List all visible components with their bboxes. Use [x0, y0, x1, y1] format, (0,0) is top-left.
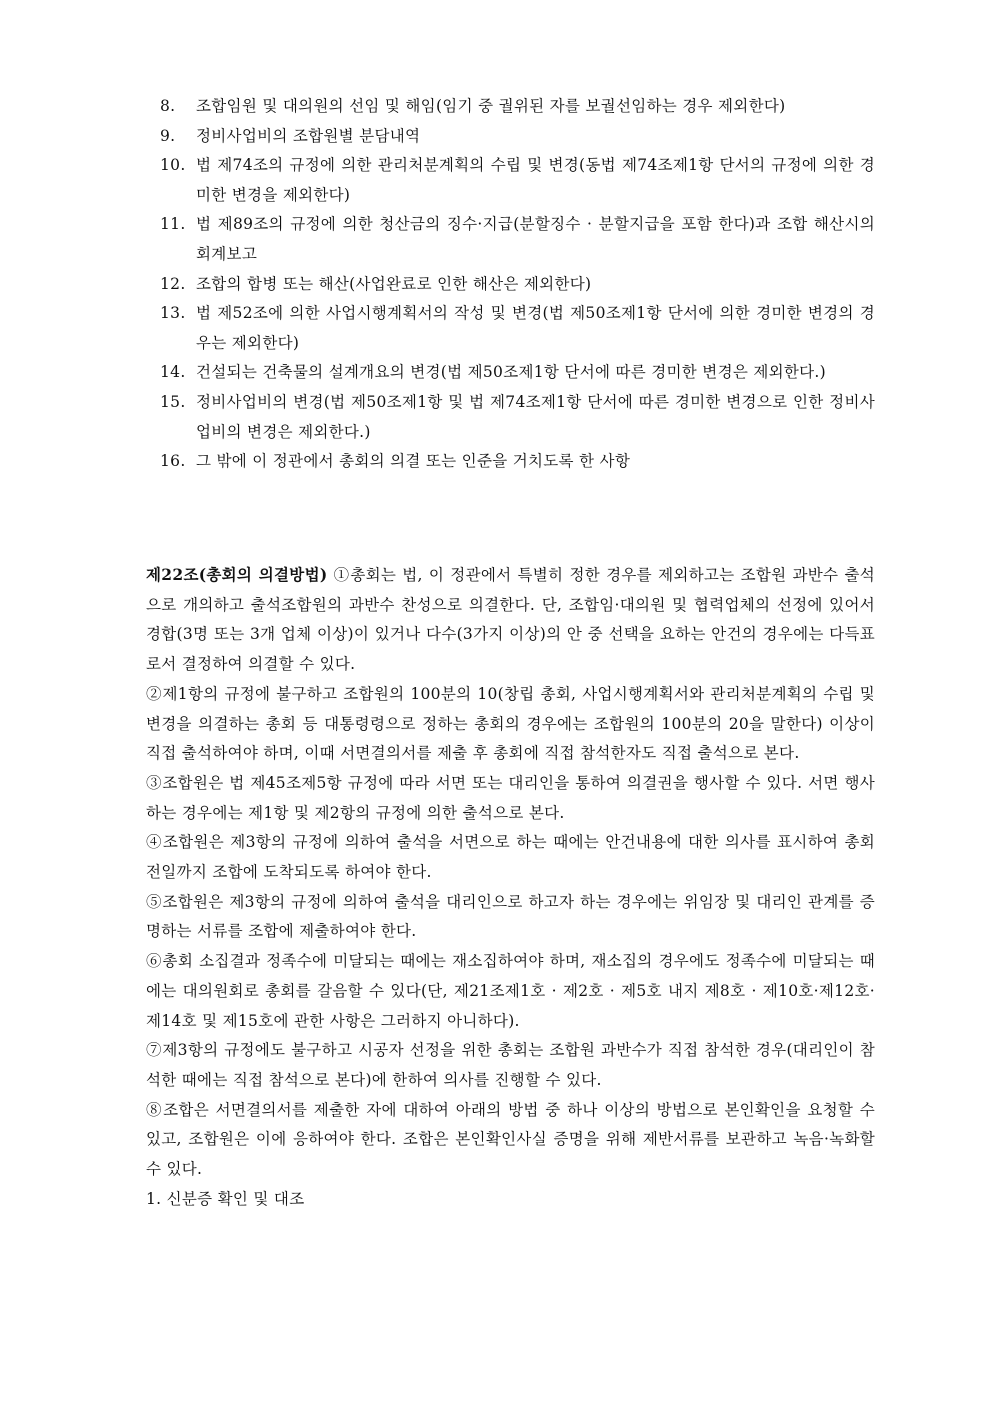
list-item — [160, 358, 875, 388]
item-number: 11. — [160, 215, 186, 234]
item-number: 14. — [160, 363, 186, 382]
list-item — [160, 92, 875, 122]
paragraph-6: ⑥총회 소집결과 정족수에 미달되는 때에는 재소집하여야 하며, 재소집의 경우에도 정족수에 미달되는 때에는 대의원회로 총회를 갈음할 수 있다(단, 제21조제1호 · 제2호 · 제5호 내지 제8호 · 제10호·제12호·제14호 및 제15호에 관한 사항은 그러하지 아니하다). — [146, 952, 875, 1030]
paragraph-2: ②제1항의 규정에 불구하고 조합원의 100분의 10(창립 총회, 사업시행계획서와 관리처분계획의 수립 및 변경을 의결하는 총회 등 대통령령으로 정하는 총회의 경우에는 조합원의 100분의 20을 말한다) 이상이 직접 출석하여야 하며, 이때 서면결의서를 제출 후 총회에 직접 참석한자도 직접 출석으로 본다. — [146, 684, 875, 763]
item-text: 법 제52조에 의한 사업시행계획서의 작성 및 변경(법 제50조제1항 단서에 의한 경미한 변경의 경우는 제외한다) — [196, 304, 875, 352]
article-heading: 제22조(총회의 의결방법) — [146, 565, 328, 584]
paragraph-3: ③조합원은 법 제45조제5항 규정에 따라 서면 또는 대리인을 통하여 의결권을 행사할 수 있다. 서면 행사하는 경우에는 제1항 및 제2항의 규정에 의한 출석으로 본다. — [146, 773, 875, 822]
paragraph-4: ④조합원은 제3항의 규정에 의하여 출석을 서면으로 하는 때에는 안건내용에 대한 의사를 표시하여 총회 전일까지 조합에 도착되도록 하여야 한다. — [146, 833, 875, 882]
paragraph-9: 1. 신분증 확인 및 대조 — [146, 1189, 305, 1208]
item-number: 9. — [160, 126, 176, 145]
item-number: 10. — [160, 156, 186, 175]
item-text: 조합임원 및 대의원의 선임 및 해임(임기 중 궐위된 자를 보궐선임하는 경우 제외한다) — [196, 97, 786, 115]
list-item — [160, 122, 875, 152]
item-number: 13. — [160, 304, 186, 323]
paragraph-1 — [146, 560, 875, 680]
paragraph-1-text: ①총회는 법, 이 정관에서 특별히 정한 경우를 제외하고는 조합원 과반수 출석으로 개의하고 출석조합원의 과반수 찬성으로 의결한다. 단, 조합임·대의원 및 협력업체의 선정에 있어서 경합(3명 또는 3개 업체 이상)이 있거나 다수(3가지 이상)의 안 중 선택을 요하는 안건의 경우에는 다득표로서 결정하여 의결할 수 있다. — [146, 566, 876, 674]
item-number: 16. — [160, 452, 186, 471]
article-22 — [146, 560, 875, 1214]
list-item — [160, 388, 875, 447]
item-number: 8. — [160, 97, 176, 115]
list-item — [160, 447, 875, 477]
item-text: 정비사업비의 변경(법 제50조제1항 및 법 제74조제1항 단서에 따른 경미한 변경으로 인한 정비사업비의 변경은 제외한다.) — [196, 392, 875, 441]
item-text: 법 제74조의 규정에 의한 관리처분계획의 수립 및 변경(동법 제74조제1항 단서의 규정에 의한 경미한 변경을 제외한다) — [196, 156, 875, 204]
list-item — [160, 210, 875, 269]
paragraph-8: ⑧조합은 서면결의서를 제출한 자에 대하여 아래의 방법 중 하나 이상의 방법으로 본인확인을 요청할 수 있고, 조합원은 이에 응하여야 한다. 조합은 본인확인사실 증명을 위해 제반서류를 보관하고 녹음·녹화할 수 있다. — [146, 1100, 875, 1179]
paragraph-5: ⑤조합원은 제3항의 규정에 의하여 출석을 대리인으로 하고자 하는 경우에는 위임장 및 대리인 관계를 증명하는 서류를 조합에 제출하여야 한다. — [146, 892, 875, 941]
item-number: 15. — [160, 392, 186, 411]
paragraph-7: ⑦제3항의 규정에도 불구하고 시공자 선정을 위한 총회는 조합원 과반수가 직접 참석한 경우(대리인이 참석한 때에는 직접 참석으로 본다)에 한하여 의사를 진행할 수 있다. — [146, 1041, 875, 1089]
item-text: 정비사업비의 조합원별 분담내역 — [196, 126, 421, 145]
list-item — [160, 270, 875, 300]
item-text: 그 밖에 이 정관에서 총회의 의결 또는 인준을 거치도록 한 사항 — [196, 452, 631, 471]
list-item — [160, 151, 875, 210]
item-text: 건설되는 건축물의 설계개요의 변경(법 제50조제1항 단서에 따른 경미한 변경은 제외한다.) — [196, 363, 827, 382]
item-text: 법 제89조의 규정에 의한 청산금의 징수·지급(분할징수 · 분할지급을 포함 한다)과 조합 해산시의 회계보고 — [196, 215, 875, 263]
item-text: 조합의 합병 또는 해산(사업완료로 인한 해산은 제외한다) — [196, 274, 592, 293]
item-number: 12. — [160, 274, 186, 293]
agenda-item-list — [160, 92, 875, 477]
list-item — [160, 299, 875, 358]
